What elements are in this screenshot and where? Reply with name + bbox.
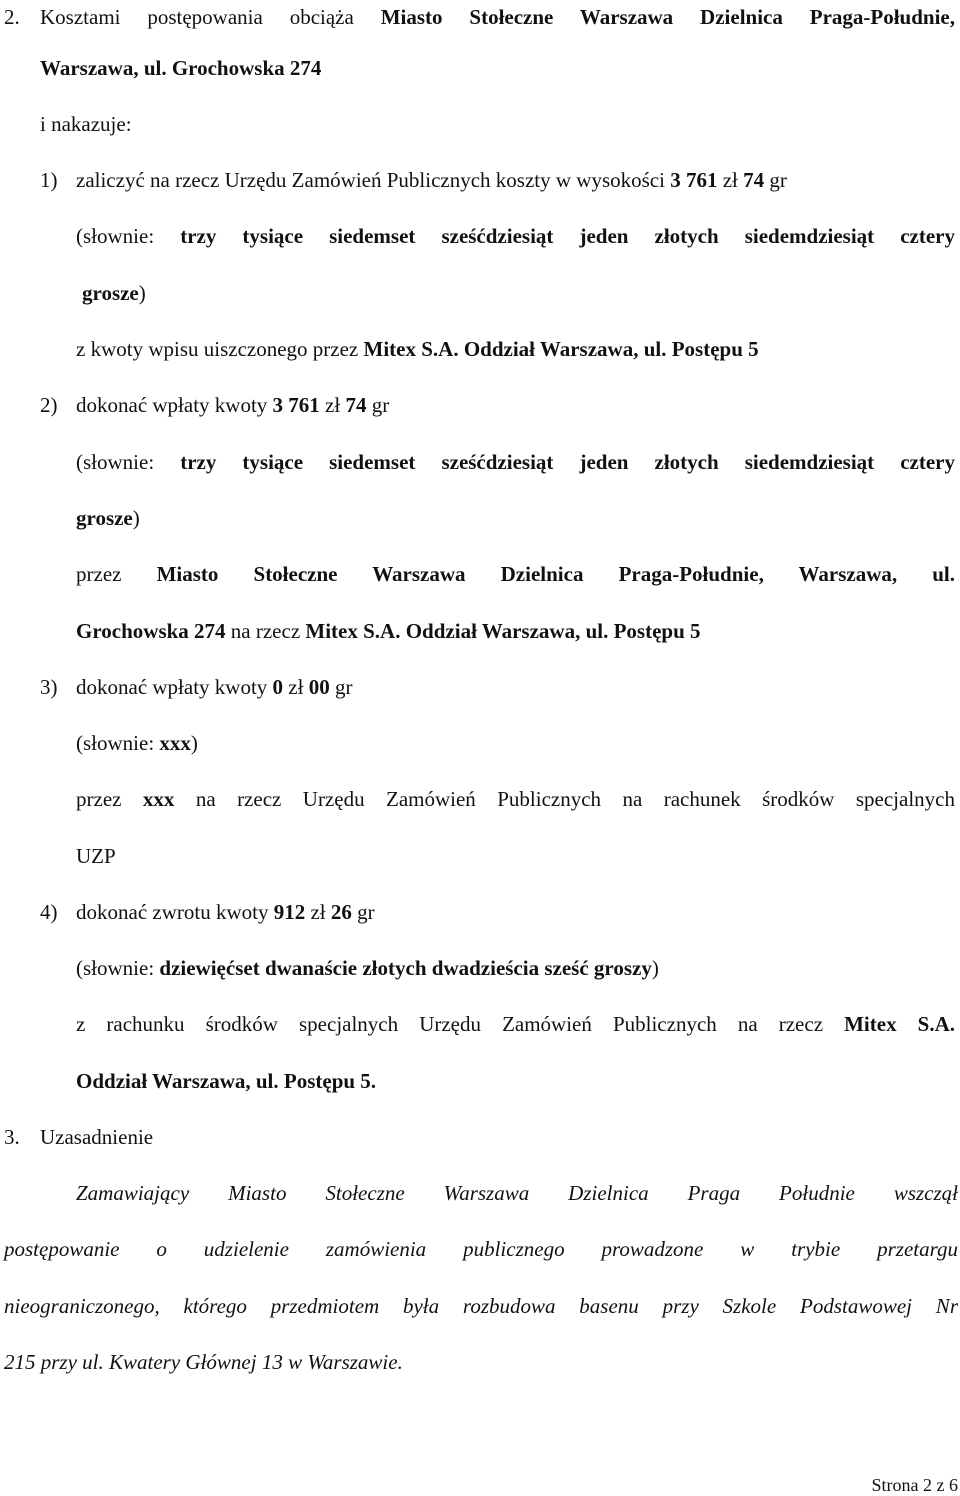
item-1-line-4: z kwoty wpisu uiszczonego przez Mitex S.A. Oddział Warszawa, ul. Postępu 5: [76, 337, 759, 361]
item-2-line-5: Grochowska 274 na rzecz Mitex S.A. Oddział Warszawa, ul. Postępu 5: [76, 619, 701, 643]
justification-line-3: nieograniczonego, którego przedmiotem była rozbudowa basenu przy Szkole Podstawowej Nr: [4, 1294, 958, 1318]
page-number-footer: Strona 2 z 6: [871, 1475, 958, 1495]
justification-line-4: 215 przy ul. Kwatery Głównej 13 w Warszawie.: [4, 1350, 403, 1374]
item-4-number: 4): [40, 900, 58, 924]
item-4-line-3: z rachunku środków specjalnych Urzędu Zamówień Publicznych na rzecz Mitex S.A.: [76, 1012, 955, 1036]
item-2-line-4: przez Miasto Stołeczne Warszawa Dzielnica Praga-Południe, Warszawa, ul.: [76, 562, 955, 586]
section-2-line-2: Warszawa, ul. Grochowska 274: [40, 56, 322, 80]
item-1-number: 1): [40, 168, 58, 192]
item-4-line-2: (słownie: dziewięćset dwanaście złotych dwadzieścia sześć groszy): [76, 956, 659, 980]
item-1-line-1: zaliczyć na rzecz Urzędu Zamówień Publicznych koszty w wysokości 3 761 zł 74 gr: [76, 168, 787, 192]
section-2-line-1: Kosztami postępowania obciąża Miasto Stołeczne Warszawa Dzielnica Praga-Południe,: [40, 5, 955, 29]
justification-line-1: Zamawiający Miasto Stołeczne Warszawa Dzielnica Praga Południe wszczął: [76, 1181, 958, 1205]
item-4-line-1: dokonać zwrotu kwoty 912 zł 26 gr: [76, 900, 375, 924]
section-3-number: 3.: [4, 1125, 20, 1149]
item-3-number: 3): [40, 675, 58, 699]
item-3-line-2: (słownie: xxx): [76, 731, 198, 755]
justification-line-2: postępowanie o udzielenie zamówienia publicznego prowadzone w trybie przetargu: [4, 1237, 958, 1261]
item-4-line-4: Oddział Warszawa, ul. Postępu 5.: [76, 1069, 377, 1093]
section-3-title: Uzasadnienie: [40, 1125, 154, 1149]
item-2-line-3: grosze): [76, 506, 140, 530]
item-2-line-2: (słownie: trzy tysiące siedemset sześćdziesiąt jeden złotych siedemdziesiąt cztery: [76, 450, 956, 474]
section-2-line-3: i nakazuje:: [40, 112, 132, 136]
item-1-line-3: grosze): [82, 281, 146, 305]
section-2-number: 2.: [4, 5, 20, 29]
item-3-line-1: dokonać wpłaty kwoty 0 zł 00 gr: [76, 675, 353, 699]
item-3-line-3: przez xxx na rzecz Urzędu Zamówień Publicznych na rachunek środków specjalnych: [76, 787, 955, 811]
item-2-number: 2): [40, 393, 58, 417]
item-3-line-4: UZP: [76, 844, 116, 868]
item-2-line-1: dokonać wpłaty kwoty 3 761 zł 74 gr: [76, 393, 390, 417]
item-1-line-2: (słownie: trzy tysiące siedemset sześćdziesiąt jeden złotych siedemdziesiąt cztery: [76, 224, 956, 248]
